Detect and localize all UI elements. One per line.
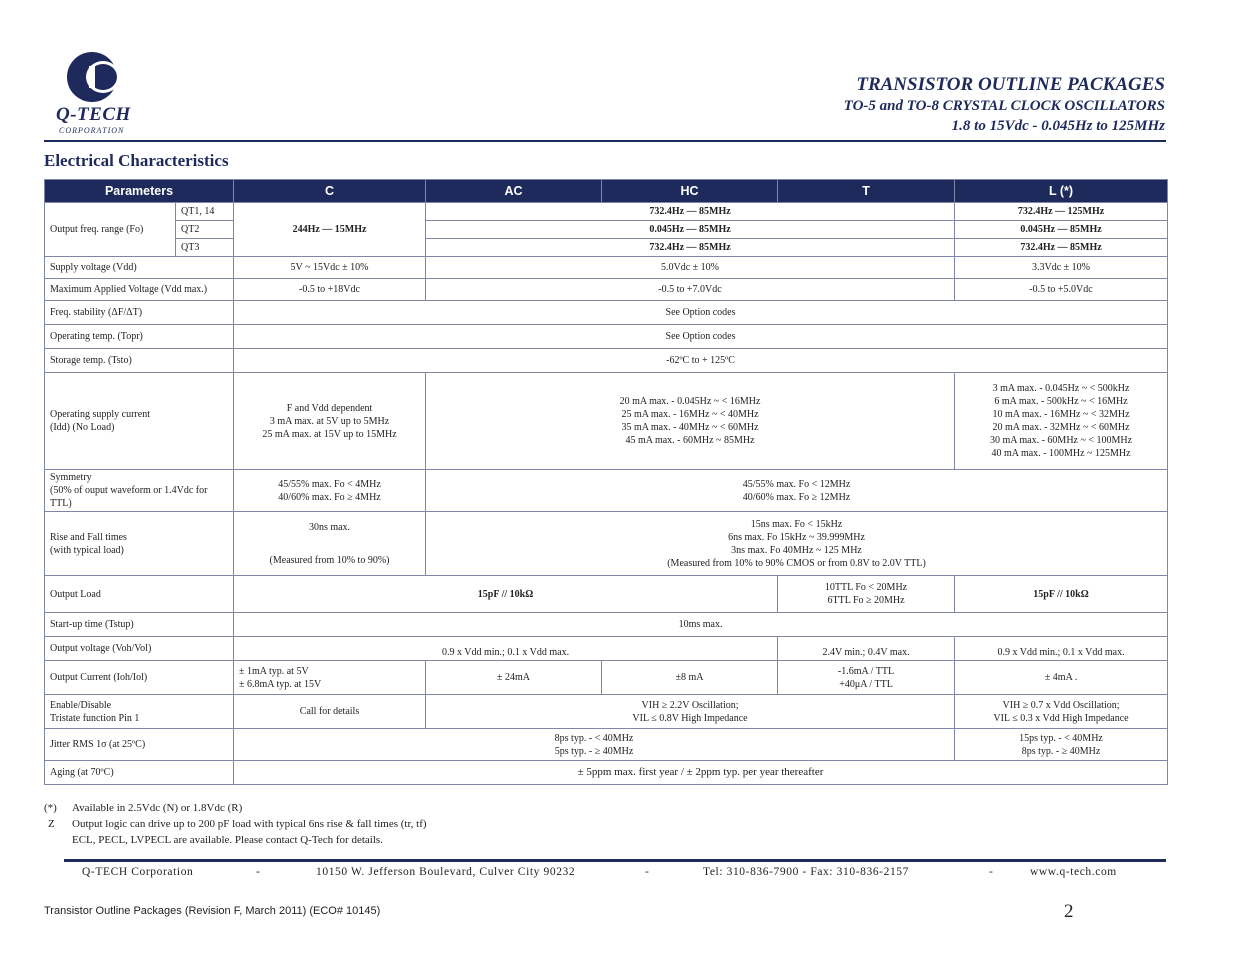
- col-header-l: L (*): [955, 180, 1168, 203]
- cell-value: See Option codes: [234, 325, 1168, 349]
- footnote: [44, 832, 427, 848]
- table-row: [45, 512, 1168, 576]
- footer-phone: Tel: 310-836-7900 - Fax: 310-836-2157: [703, 866, 910, 878]
- c-hc-output-load: 15pF // 10kΩ: [234, 576, 778, 613]
- l-output-current: ± 4mA .: [955, 661, 1168, 695]
- document-subtitle: TO-5 and TO-8 CRYSTAL CLOCK OSCILLATORS: [843, 98, 1165, 114]
- label-line: (50% of ouput waveform or 1.4Vdc for TTL): [50, 485, 208, 509]
- cell-line: VIL ≤ 0.3 x Vdd High Impedance: [993, 712, 1129, 724]
- cell-value: 0.9 x Vdd min.; 0.1 x Vdd max.: [955, 637, 1168, 661]
- footnote-symbol: Z: [48, 818, 55, 830]
- col-header-c: C: [234, 180, 426, 203]
- col-header-t: T: [778, 180, 955, 203]
- ac-t-supply-current: [426, 373, 955, 470]
- qt2-l-freq: 0.045Hz — 85MHz: [955, 221, 1168, 239]
- cell-line: 3 mA max. at 5V up to 5MHz: [269, 415, 390, 427]
- c-freq-range: 244Hz — 15MHz: [234, 203, 426, 257]
- l-output-load: 15pF // 10kΩ: [955, 576, 1168, 613]
- table-row: [45, 279, 1168, 301]
- row-label-storage-temp: Storage temp. (Tsto): [45, 349, 234, 373]
- cell-value: -0.5 to +18Vdc: [234, 279, 426, 301]
- revision-note: Transistor Outline Packages (Revision F, March 2011) (ECO# 10145): [44, 905, 381, 917]
- table-row: [45, 257, 1168, 279]
- cell-line: 15ps typ. - < 40MHz: [1019, 732, 1103, 744]
- label-line: (with typical load): [50, 544, 124, 556]
- footnotes: [44, 800, 427, 848]
- cell-line: 25 mA max. at 15V up to 15MHz: [262, 428, 397, 440]
- table-row: [45, 349, 1168, 373]
- page-number: 2: [1064, 901, 1074, 922]
- row-label-enable: [45, 695, 234, 729]
- cell-line: F and Vdd dependent: [286, 402, 373, 414]
- row-label-rise-fall: [45, 512, 234, 576]
- document-title: TRANSISTOR OUTLINE PACKAGES: [856, 74, 1165, 95]
- footer-website[interactable]: www.q-tech.com: [1030, 866, 1117, 878]
- table-row: [45, 221, 1168, 239]
- cell-line: ± 6.8mA typ. at 15V: [239, 678, 322, 690]
- cell-line: 25 mA max. - 16MHz ~ < 40MHz: [621, 409, 759, 420]
- footer-address: 10150 W. Jefferson Boulevard, Culver City 90232: [316, 866, 576, 878]
- cell-line: 40/60% max. Fo ≥ 4MHz: [278, 491, 381, 503]
- cell-value: -0.5 to +5.0Vdc: [955, 279, 1168, 301]
- table-row: [45, 637, 1168, 661]
- cell-value: -0.5 to +7.0Vdc: [426, 279, 955, 301]
- document-range: 1.8 to 15Vdc - 0.045Hz to 125MHz: [951, 118, 1165, 134]
- logo-subtitle: CORPORATION: [59, 126, 125, 135]
- table-row: [45, 729, 1168, 761]
- cell-line: +40μA / TTL: [839, 678, 893, 690]
- row-label-supply-current: [45, 373, 234, 470]
- model-qt2: QT2: [176, 221, 234, 239]
- cell-value: 10ms max.: [234, 613, 1168, 637]
- col-header-ac: AC: [426, 180, 602, 203]
- model-qt3: QT3: [176, 239, 234, 257]
- footnote-text: Output logic can drive up to 200 pF load with typical 6ns rise & fall times (tr, tf): [72, 818, 427, 830]
- section-title: Electrical Characteristics: [44, 151, 229, 170]
- footnote-text: Available in 2.5Vdc (N) or 1.8Vdc (R): [72, 802, 243, 814]
- electrical-characteristics-table: [44, 179, 1168, 785]
- row-label-jitter: Jitter RMS 1σ (at 25ºC): [45, 729, 234, 761]
- table-row: [45, 470, 1168, 512]
- footnote: [44, 800, 427, 816]
- row-label-freq-stability: Freq. stability (ΔF/ΔT): [45, 301, 234, 325]
- cell-line: 6 mA max. - 500kHz ~ < 16MHz: [994, 396, 1128, 407]
- cell-line: 30ns max.: [308, 521, 351, 533]
- t-output-load: [778, 576, 955, 613]
- cell-line: 30 mA max. - 60MHz ~ < 100MHz: [989, 435, 1133, 446]
- label-line: (Idd) (No Load): [50, 422, 115, 433]
- document-title-block: [844, 74, 1165, 136]
- table-row: [45, 203, 1168, 221]
- table-row: [45, 301, 1168, 325]
- ac-output-current: ± 24mA: [426, 661, 602, 695]
- footer-divider: [64, 859, 1166, 862]
- label-line: Tristate function Pin 1: [50, 712, 140, 724]
- c-output-current: [234, 661, 426, 695]
- row-label-symmetry: [45, 470, 234, 512]
- table-row: [45, 613, 1168, 637]
- footnote-symbol: (*): [44, 802, 57, 814]
- cell-line: VIH ≥ 0.7 x Vdd Oscillation;: [1002, 699, 1120, 711]
- cell-line: 20 mA max. - 0.045Hz ~ < 16MHz: [619, 396, 761, 407]
- row-label-output-freq: Output freq. range (Fo): [45, 203, 176, 257]
- qt2-ac-t-freq: 0.045Hz — 85MHz: [426, 221, 955, 239]
- cell-value: ± 5ppm max. first year / ± 2ppm typ. per year thereafter: [234, 761, 1168, 785]
- footnote: [44, 816, 427, 832]
- c-t-jitter: [234, 729, 955, 761]
- c-supply-current: [234, 373, 426, 470]
- rest-symmetry: [426, 470, 1168, 512]
- cell-line: 8ps typ. - ≥ 40MHz: [1021, 745, 1101, 757]
- cell-line: 3 mA max. - 0.045Hz ~ < 500kHz: [992, 383, 1130, 394]
- cell-value: 2.4V min.; 0.4V max.: [778, 637, 955, 661]
- cell-line: VIL ≤ 0.8V High Impedance: [632, 712, 748, 724]
- cell-value: 5V ~ 15Vdc ± 10%: [234, 257, 426, 279]
- rest-rise-fall: [426, 512, 1168, 576]
- footer-separator: -: [989, 866, 994, 878]
- footer-separator: -: [645, 866, 650, 878]
- cell-line: -1.6mA / TTL: [837, 665, 895, 677]
- hc-output-current: ±8 mA: [602, 661, 778, 695]
- cell-line: 3ns max. Fo 40MHz ~ 125 MHz: [731, 544, 862, 556]
- row-label-max-voltage: Maximum Applied Voltage (Vdd max.): [45, 279, 234, 301]
- col-header-hc: HC: [602, 180, 778, 203]
- cell-line: 10 mA max. - 16MHz ~ < 32MHz: [992, 409, 1130, 420]
- label-line: Rise and Fall times: [50, 531, 127, 543]
- table-row: [45, 325, 1168, 349]
- cell-line: VIH ≥ 2.2V Oscillation;: [641, 699, 739, 711]
- col-header-parameters: Parameters: [45, 180, 234, 203]
- cell-line: (Measured from 10% to 90%): [269, 554, 390, 566]
- label-line: Enable/Disable: [50, 699, 112, 711]
- cell-line: 40 mA max. - 100MHz ~ 125MHz: [991, 448, 1131, 459]
- c-rise-fall: [234, 512, 426, 576]
- l-enable: [955, 695, 1168, 729]
- cell-line: 35 mA max. - 40MHz ~ < 60MHz: [621, 422, 759, 433]
- cell-line: ± 1mA typ. at 5V: [239, 665, 309, 677]
- table-row: [45, 576, 1168, 613]
- table-row: [45, 695, 1168, 729]
- table-row: [45, 373, 1168, 470]
- logo-name: Q-TECH: [56, 104, 131, 125]
- label-line: Symmetry: [50, 472, 92, 483]
- cell-value: 5.0Vdc ± 10%: [426, 257, 955, 279]
- qt1-l-freq: 732.4Hz — 125MHz: [955, 203, 1168, 221]
- row-label-operating-temp: Operating temp. (Topr): [45, 325, 234, 349]
- row-label-supply-voltage: Supply voltage (Vdd): [45, 257, 234, 279]
- row-label-output-voltage: Output voltage (Voh/Vol): [45, 637, 234, 661]
- label-line: Operating supply current: [50, 409, 150, 420]
- row-label-output-load: Output Load: [45, 576, 234, 613]
- c-symmetry: [234, 470, 426, 512]
- cell-line: 45/55% max. Fo < 12MHz: [742, 478, 851, 490]
- cell-value: 3.3Vdc ± 10%: [955, 257, 1168, 279]
- qt3-ac-t-freq: 732.4Hz — 85MHz: [426, 239, 955, 257]
- cell-line: (Measured from 10% to 90% CMOS or from 0.8V to 2.0V TTL): [667, 557, 926, 569]
- footer-company: Q-TECH Corporation: [82, 866, 194, 878]
- cell-line: 5ps typ. - ≥ 40MHz: [554, 745, 634, 757]
- l-supply-current: [955, 373, 1168, 470]
- company-logo: [56, 52, 136, 140]
- cell-value: -62ºC to + 125ºC: [234, 349, 1168, 373]
- header-divider: [44, 140, 1166, 142]
- c-enable: Call for details: [234, 695, 426, 729]
- row-label-output-current: Output Current (Ioh/Iol): [45, 661, 234, 695]
- model-qt1: QT1, 14: [176, 203, 234, 221]
- cell-line: 45/55% max. Fo < 4MHz: [278, 478, 381, 490]
- cell-line: 6ns max. Fo 15kHz ~ 39.999MHz: [728, 531, 865, 543]
- l-jitter: [955, 729, 1168, 761]
- cell-line: 10TTL Fo < 20MHz: [824, 582, 908, 593]
- qt3-l-freq: 732.4Hz — 85MHz: [955, 239, 1168, 257]
- table-header-row: [45, 180, 1168, 203]
- table-row: [45, 761, 1168, 785]
- row-label-startup: Start-up time (Tstup): [45, 613, 234, 637]
- cell-line: 8ps typ. - < 40MHz: [554, 732, 634, 744]
- row-label-aging: Aging (at 70ºC): [45, 761, 234, 785]
- cell-line: 15ns max. Fo < 15kHz: [750, 518, 843, 530]
- table-row: [45, 239, 1168, 257]
- table-row: [45, 661, 1168, 695]
- footer-separator: -: [256, 866, 261, 878]
- cell-line: 45 mA max. - 60MHz ~ 85MHz: [625, 435, 755, 446]
- cell-line: 20 mA max. - 32MHz ~ < 60MHz: [992, 422, 1130, 433]
- ac-t-enable: [426, 695, 955, 729]
- cell-value: 0.9 x Vdd min.; 0.1 x Vdd max.: [234, 637, 778, 661]
- cell-line: 6TTL Fo ≥ 20MHz: [827, 595, 905, 606]
- t-output-current: [778, 661, 955, 695]
- qt1-ac-t-freq: 732.4Hz — 85MHz: [426, 203, 955, 221]
- cell-line: 40/60% max. Fo ≥ 12MHz: [742, 491, 851, 503]
- cell-value: See Option codes: [234, 301, 1168, 325]
- footnote-text: ECL, PECL, LVPECL are available. Please contact Q-Tech for details.: [72, 834, 383, 846]
